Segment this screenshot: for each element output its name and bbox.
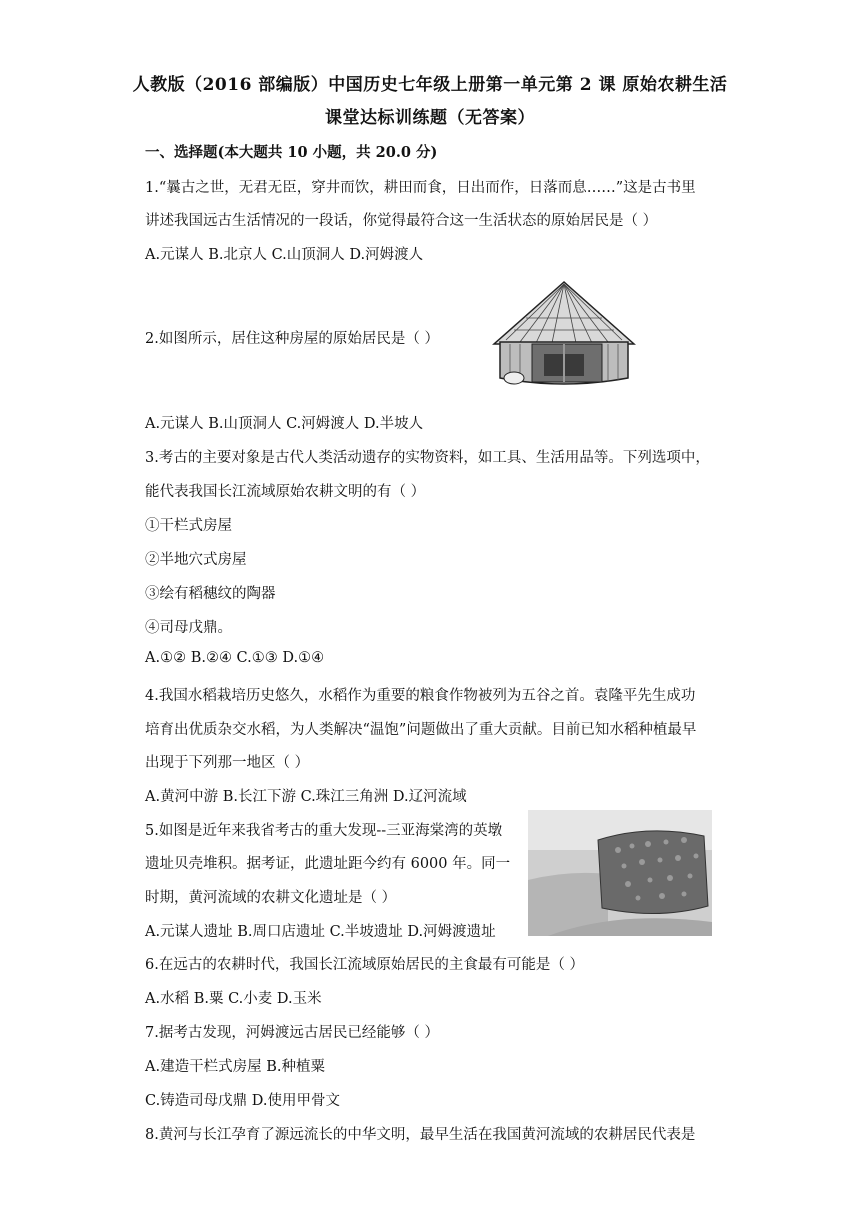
q3-options: A.①② B.②④ C.①③ D.①④ (145, 650, 325, 666)
q6-options: A.水稻 B.粟 C.小麦 D.玉米 (145, 991, 322, 1007)
q2-options: A.元谋人 B.山顶洞人 C.河姆渡人 D.半坡人 (145, 416, 424, 432)
q4-options: A.黄河中游 B.长江下游 C.珠江三角洲 D.辽河流域 (145, 789, 467, 805)
q6-stem: 6.在远古的农耕时代，我国长江流域原始居民的主食最有可能是（ ） (145, 957, 584, 973)
q4-stem-line-3: 出现于下列那一地区（ ） (145, 755, 310, 771)
q5-stem-line-3: 时期，黄河流域的农耕文化遗址是（ ） (145, 890, 397, 906)
q1-stem-line-2: 讲述我国远古生活情况的一段话，你觉得最符合这一生活状态的原始居民是（ ） (145, 213, 658, 229)
q1-options: A.元谋人 B.北京人 C.山顶洞人 D.河姆渡人 (145, 247, 424, 263)
q7-stem: 7.据考古发现，河姆渡远古居民已经能够（ ） (145, 1025, 439, 1041)
q3-stem-line-1: 3.考古的主要对象是古代人类活动遗存的实物资料，如工具、生活用品等。下列选项中， (145, 450, 710, 466)
q5-stem-line-2: 遗址贝壳堆积。据考证，此遗址距今约有 6000 年。同一 (145, 856, 511, 872)
q5-stem-line-1: 5.如图是近年来我省考古的重大发现--三亚海棠湾的英墩 (145, 823, 503, 839)
q3-item-2: ②半地穴式房屋 (145, 552, 247, 568)
q3-stem-line-2: 能代表我国长江流域原始农耕文明的有（ ） (145, 484, 426, 500)
title-line-2: 课堂达标训练题（无答案） (325, 108, 535, 128)
q8-stem-line-1: 8.黄河与长江孕育了源远流长的中华文明，最早生活在我国黄河流域的农耕居民代表是 (145, 1127, 696, 1143)
q3-item-3: ③绘有稻穗纹的陶器 (145, 586, 276, 602)
q3-item-4: ④司母戊鼎。 (145, 620, 232, 636)
q7-options-line-1: A.建造干栏式房屋 B.种植粟 (145, 1059, 325, 1075)
q4-stem-line-1: 4.我国水稻栽培历史悠久，水稻作为重要的粮食作物被列为五谷之首。袁隆平先生成功 (145, 688, 696, 704)
q5-options: A.元谋人遗址 B.周口店遗址 C.半坡遗址 D.河姆渡遗址 (145, 924, 496, 940)
section-heading: 一、选择题(本大题共 10 小题，共 20.0 分) (145, 144, 438, 161)
title-line-1: 人教版（2016 部编版）中国历史七年级上册第一单元第 2 课 原始农耕生活 (132, 75, 728, 95)
q2-stem: 2.如图所示，居住这种房屋的原始居民是（ ） (145, 331, 439, 347)
q7-options-line-2: C.铸造司母戊鼎 D.使用甲骨文 (145, 1093, 341, 1109)
q1-stem-line-1: 1.“曩古之世，无君无臣，穿井而饮，耕田而食，日出而作，日落而息……”这是古书里 (145, 180, 696, 196)
q4-stem-line-2: 培育出优质杂交水稻，为人类解决“温饱”问题做出了重大贡献。目前已知水稻种植最早 (145, 722, 697, 738)
hut-illustration (486, 278, 642, 390)
q3-item-1: ①干栏式房屋 (145, 518, 232, 534)
shell-mound-photo (528, 810, 712, 936)
